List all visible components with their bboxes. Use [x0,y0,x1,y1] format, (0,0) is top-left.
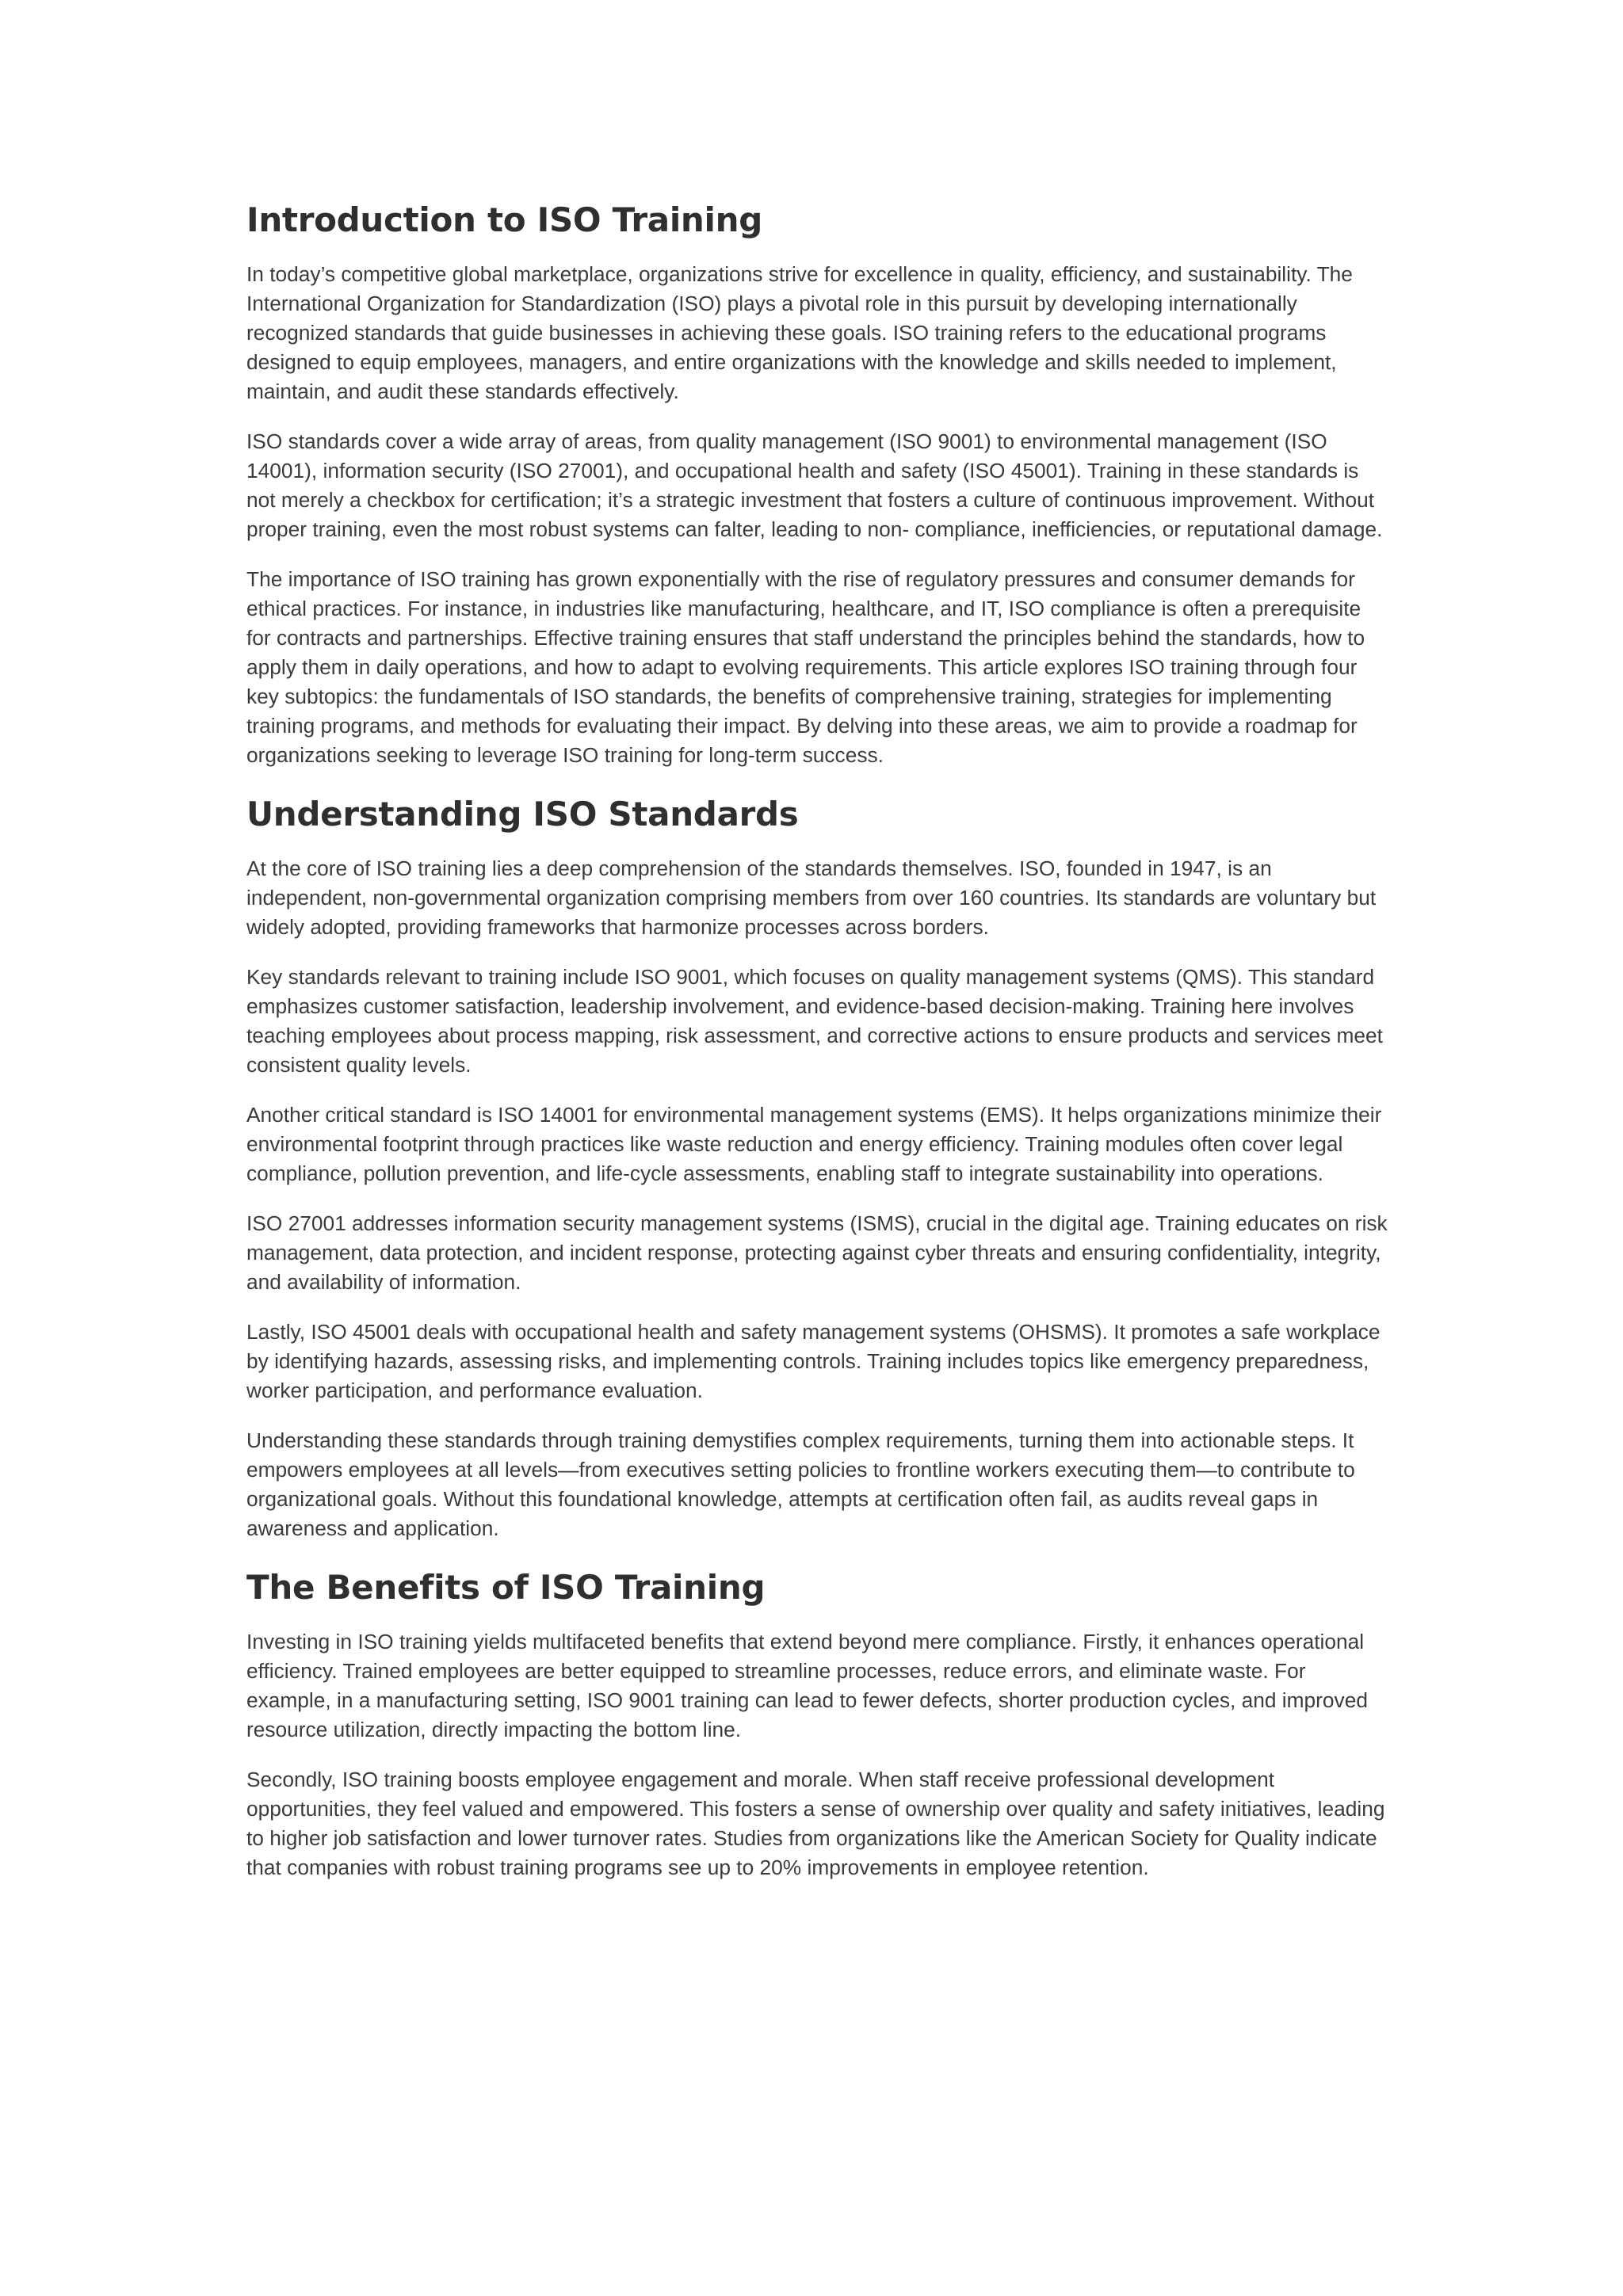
paragraph: Investing in ISO training yields multifaceted benefits that extend beyond mere compliance. Firstly, it enhances operational efficiency. Trained employees are better equipped to streamline processes, reduce errors, and eliminate waste. For example, in a manufacturing setting, ISO 9001 training can lead to fewer defects, shorter production cycles, and improved resource utilization, directly impacting the bottom line. [246,1630,1368,1741]
paragraph: ISO standards cover a wide array of areas, from quality management (ISO 9001) to environmental management (ISO 14001), information security (ISO 27001), and occupational health and safety (ISO 45001). Training in these standards is not merely a checkbox for certification; it’s a strategic investment that fosters a culture of continuous improvement. Without proper training, even the most robust systems can falter, leading to non- compliance, inefficiencies, or reputational damage. [246,429,1383,541]
paragraph: Another critical standard is ISO 14001 for environmental management systems (EMS). It helps organizations minimize their environmental footprint through practices like waste reduction and energy efficiency. Training modules often cover legal compliance, pollution prevention, and life-cycle assessments, enabling staff to integrate sustainability into operations. [246,1103,1382,1185]
section-heading: Introduction to ISO Training [246,200,762,239]
paragraph: The importance of ISO training has grown exponentially with the rise of regulatory pressures and consumer demands for ethical practices. For instance, in industries like manufacturing, healthcare, and IT, ISO compliance is often a prerequisite for contracts and partnerships. Effective training ensures that staff understand the principles behind the standards, how to apply them in daily operations, and how to adapt to evolving requirements. This article explores ISO training through four key subtopics: the fundamentals of ISO standards, the benefits of comprehensive training, strategies for implementing training programs, and methods for evaluating their impact. By delving into these areas, we aim to provide a roadmap for organizations seeking to leverage ISO training for long-term success. [246,567,1365,767]
paragraph: In today’s competitive global marketplace, organizations strive for excellence in quality, efficiency, and sustainability. The International Organization for Standardization (ISO) plays a pivotal role in this pursuit by developing internationally recognized standards that guide businesses in achieving these goals. ISO training refers to the educational programs designed to equip employees, managers, and entire organizations with the knowledge and skills needed to implement, maintain, and audit these standards effectively. [246,262,1353,403]
section-heading: The Benefits of ISO Training [246,1568,766,1607]
section-heading: Understanding ISO Standards [246,795,799,833]
paragraph: Lastly, ISO 45001 deals with occupational health and safety management systems (OHSMS). It promotes a safe workplace by identifying hazards, assessing risks, and implementing controls. Training includes topics like emergency preparedness, worker participation, and performance evaluation. [246,1320,1381,1402]
section-introduction [246,198,1388,770]
paragraph: Key standards relevant to training include ISO 9001, which focuses on quality management systems (QMS). This standard emphasizes customer satisfaction, leadership involvement, and evidence-based decision-making. Training here involves teaching employees about process mapping, risk assessment, and corrective actions to ensure products and services meet consistent quality levels. [246,965,1383,1077]
paragraph: ISO 27001 addresses information security management systems (ISMS), crucial in the digital age. Training educates on risk management, data protection, and incident response, protecting against cyber threats and ensuring confidentiality, integrity, and availability of information. [246,1211,1388,1294]
paragraph: Understanding these standards through training demystifies complex requirements, turning them into actionable steps. It empowers employees at all levels—from executives setting policies to frontline workers executing them—to contribute to organizational goals. Without this foundational knowledge, attempts at certification often fail, as audits reveal gaps in awareness and application. [246,1428,1355,1540]
section-understanding-iso-standards [246,792,1388,1543]
section-benefits-of-iso-training [246,1566,1388,1882]
paragraph: At the core of ISO training lies a deep comprehension of the standards themselves. ISO, founded in 1947, is an independent, non-governmental organization comprising members from over 160 countries. Its standards are voluntary but widely adopted, providing frameworks that harmonize processes across borders. [246,856,1377,939]
document-page [246,198,1388,1903]
paragraph: Secondly, ISO training boosts employee engagement and morale. When staff receive professional development opportunities, they feel valued and empowered. This fosters a sense of ownership over quality and safety initiatives, leading to higher job satisfaction and lower turnover rates. Studies from organizations like the American Society for Quality indicate that companies with robust training programs see up to 20% improvements in employee retention. [246,1768,1385,1879]
